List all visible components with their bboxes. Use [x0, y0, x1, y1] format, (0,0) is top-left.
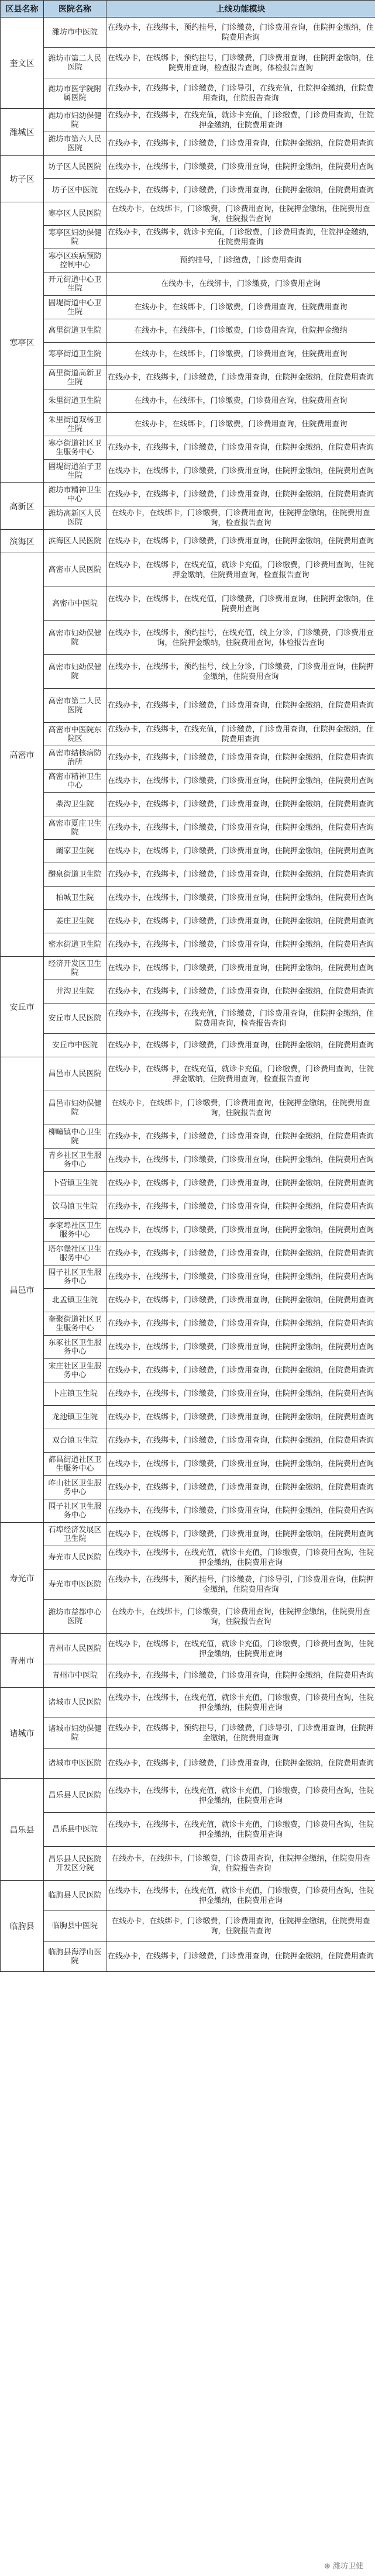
hospital-name-cell: 高密市精神卫生中心 [44, 770, 106, 793]
functions-cell: 在线办卡，在线绑卡，门诊缴费，门诊费用查询，住院押金缴纳，住院费用查询 [106, 910, 375, 933]
hospital-name-cell: 经济开发区卫生院 [44, 957, 106, 980]
functions-cell: 在线办卡，在线绑卡，门诊缴费，门诊费用查询，住院押金缴纳，住院费用查询 [106, 156, 375, 179]
functions-cell: 在线办卡，在线绑卡，在线充值，就诊卡充值，门诊缴费，门诊费用查询，住院押金缴纳，住院费用查询 [106, 1813, 375, 1847]
table-row [1, 109, 375, 132]
hospital-name-cell: 临朐县海浮山医院 [44, 1942, 106, 1972]
functions-cell: 在线办卡，在线绑卡，门诊缴费，门诊费用查询，住院押金缴纳，住院费用查询 [106, 933, 375, 957]
hospital-name-cell: 高密市中医院 [44, 587, 106, 621]
table-row [1, 840, 375, 863]
district-cell: 奎文区 [1, 18, 44, 109]
district-cell: 诸城市 [1, 1688, 44, 1779]
table-row [1, 1336, 375, 1359]
hospital-name-cell: 临朐县人民医院 [44, 1881, 106, 1911]
functions-cell: 在线办卡，在线绑卡，门诊缴费，门诊费用查询，住院押金缴纳，住院费用查询 [106, 1242, 375, 1265]
district-cell: 青州市 [1, 1634, 44, 1688]
table-row [1, 863, 375, 887]
functions-cell: 在线办卡，在线绑卡，门诊缴费，门诊导引，在线充值，住院押金缴纳，住院费用查询，住院报告查询 [106, 78, 375, 109]
functions-cell: 在线办卡，在线绑卡，门诊缴费，门诊费用查询，住院押金缴纳，住院费用查询 [106, 957, 375, 980]
table-row [1, 770, 375, 793]
table-row [1, 296, 375, 319]
functions-cell: 在线办卡，在线绑卡，门诊缴费，门诊费用查询，住院押金缴纳，住院费用查询 [106, 1429, 375, 1453]
functions-cell: 在线办卡，在线绑卡，在线充值，门诊缴费，门诊费用查询，住院押金缴纳，住院费用查询 [106, 723, 375, 746]
table-row [1, 1523, 375, 1546]
table-row [1, 1634, 375, 1664]
hospital-name-cell: 高密市第二人民医院 [44, 689, 106, 723]
table-row [1, 319, 375, 343]
table-row [1, 723, 375, 746]
functions-cell: 在线办卡，在线绑卡，门诊缴费，门诊费用查询，住院押金缴纳，住院费用查询 [106, 1125, 375, 1149]
table-row [1, 1942, 375, 1972]
functions-cell: 在线办卡，在线绑卡，门诊缴费，门诊费用查询，住院押金缴纳，住院费用查询，住院报告查询 [106, 1911, 375, 1942]
table-row [1, 78, 375, 109]
hospital-name-cell: 醴泉街道卫生院 [44, 863, 106, 887]
hospital-name-cell: 石埠经济发展区卫生院 [44, 1523, 106, 1546]
functions-cell: 在线办卡，在线绑卡，门诊缴费，门诊费用查询，住院押金缴纳，住院费用查询 [106, 1942, 375, 1972]
functions-cell: 在线办卡，在线绑卡，门诊缴费，门诊费用查询，住院押金缴纳，住院费用查询 [106, 366, 375, 389]
table-row [1, 1289, 375, 1312]
functions-cell: 在线办卡，在线绑卡，门诊缴费，门诊费用查询，住院费用查询 [106, 413, 375, 436]
hospital-name-cell: 龙池镇卫生院 [44, 1406, 106, 1429]
functions-cell: 在线办卡，在线绑卡，在线充值，就诊卡充值，门诊缴费，门诊费用查询，住院押金缴纳，住院费用查询 [106, 1881, 375, 1911]
functions-cell: 在线办卡，在线绑卡，门诊缴费，门诊费用查询，住院押金缴纳，住院费用查询，检查报告查询 [106, 506, 375, 530]
hospital-name-cell: 朱里街道双杨卫生院 [44, 413, 106, 436]
hospital-name-cell: 潍坊市中医院 [44, 18, 106, 48]
district-cell: 寿光市 [1, 1523, 44, 1634]
table-row [1, 1057, 375, 1091]
functions-cell: 在线办卡，在线绑卡，门诊缴费，门诊费用查询，住院押金缴纳，住院费用查询 [106, 530, 375, 553]
functions-cell: 在线办卡，在线绑卡，门诊缴费，门诊费用查询，住院押金缴纳，住院费用查询 [106, 436, 375, 460]
hospital-name-cell: 围子社区卫生服务中心 [44, 1499, 106, 1523]
district-cell: 安丘市 [1, 957, 44, 1057]
functions-cell: 在线办卡，在线绑卡，预约挂号，在线充值，线上分诊，门诊缴费，门诊费用查询，住院押金缴纳，住院费用查询，体检报告查询 [106, 621, 375, 655]
hospital-name-cell: 双台镇卫生院 [44, 1429, 106, 1453]
table-row [1, 1881, 375, 1911]
district-cell: 高密市 [1, 553, 44, 957]
functions-cell: 在线办卡，在线绑卡，门诊缴费，门诊费用查询，住院押金缴纳，住院费用查询 [106, 460, 375, 483]
functions-cell: 在线办卡，在线绑卡，门诊缴费，门诊费用查询，住院押金缴纳，住院费用查询 [106, 1034, 375, 1057]
functions-cell: 在线办卡，在线绑卡，门诊缴费，门诊费用查询，住院押金缴纳，住院费用查询 [106, 746, 375, 770]
table-row [1, 957, 375, 980]
table-row [1, 1195, 375, 1219]
hospital-name-cell: 青乡社区卫生服务中心 [44, 1149, 106, 1172]
hospital-name-cell: 临朐县中医院 [44, 1911, 106, 1942]
hospital-name-cell: 高密市人民医院 [44, 553, 106, 587]
table-row [1, 689, 375, 723]
functions-cell: 在线办卡，在线绑卡，门诊缴费，门诊费用查询，住院押金缴纳，住院费用查询 [106, 179, 375, 202]
functions-cell: 在线办卡，在线绑卡，在线充值，门诊缴费，门诊费用查询，住院押金缴纳，住院费用查询 [106, 587, 375, 621]
hospital-name-cell: 密水街道卫生院 [44, 933, 106, 957]
district-cell: 坊子区 [1, 156, 44, 202]
table-row [1, 1911, 375, 1942]
functions-cell: 在线办卡，在线绑卡，门诊缴费，门诊费用查询，住院押金缴纳，住院费用查询 [106, 1172, 375, 1195]
table-row [1, 18, 375, 48]
functions-cell: 在线办卡，在线绑卡，门诊缴费，门诊费用查询，住院押金缴纳，住院费用查询 [106, 1499, 375, 1523]
hospital-name-cell: 姜庄卫生院 [44, 910, 106, 933]
table-row [1, 483, 375, 506]
hospital-name-cell: 滨海区人民医院 [44, 530, 106, 553]
table-row [1, 1312, 375, 1336]
hospital-name-cell: 高密市夏庄卫生院 [44, 816, 106, 840]
hospital-name-cell: 卜庄镇卫生院 [44, 1382, 106, 1406]
hospital-name-cell: 昌乐县人民医院开发区分院 [44, 1847, 106, 1881]
functions-cell: 在线办卡，在线绑卡，门诊缴费，门诊费用查询，住院押金缴纳，住院费用查询 [106, 1359, 375, 1382]
functions-cell: 在线办卡，在线绑卡，门诊缴费，门诊费用查询，住院费用查询 [106, 343, 375, 366]
hospital-name-cell: 柳疃镇中心卫生院 [44, 1125, 106, 1149]
functions-cell: 预约挂号，门诊缴费，门诊费用查询 [106, 249, 375, 273]
table-row [1, 1570, 375, 1600]
functions-cell: 在线办卡，在线绑卡，预约挂号，门诊缴费，门诊导引，门诊费用查询，住院押金缴纳，住院费用查询 [106, 1570, 375, 1600]
hospital-name-cell: 潍坊市精神卫生中心 [44, 483, 106, 506]
table-row [1, 746, 375, 770]
table-row [1, 1429, 375, 1453]
table-row [1, 413, 375, 436]
hospital-name-cell: 阚家卫生院 [44, 840, 106, 863]
functions-cell: 在线办卡，在线绑卡，门诊缴费，门诊费用查询，住院押金缴纳，住院费用查询 [106, 793, 375, 816]
table-row [1, 933, 375, 957]
table-row [1, 179, 375, 202]
functions-cell: 在线办卡，在线绑卡，门诊缴费，门诊费用查询 [106, 273, 375, 296]
table-row [1, 1664, 375, 1688]
hospital-name-cell: 青州市中医院 [44, 1664, 106, 1688]
functions-cell: 在线办卡，在线绑卡，门诊缴费，门诊费用查询，住院押金缴纳，住院费用查询 [106, 1406, 375, 1429]
table-row [1, 249, 375, 273]
hospital-name-cell: 宋庄社区卫生服务中心 [44, 1359, 106, 1382]
hospital-name-cell: 固堤街道泊子卫生院 [44, 460, 106, 483]
hospital-name-cell: 寒亭区人民医院 [44, 202, 106, 226]
district-cell: 高新区 [1, 483, 44, 530]
table-row [1, 1172, 375, 1195]
table-row [1, 1499, 375, 1523]
table-row [1, 1091, 375, 1125]
functions-cell: 在线办卡，在线绑卡，在线充值，就诊卡充值，门诊缴费，门诊费用查询，住院押金缴纳，住院费用查询，检查报告查询 [106, 1057, 375, 1091]
table-row [1, 48, 375, 78]
functions-cell: 在线办卡，在线绑卡，在线充值，就诊卡充值，门诊缴费，门诊费用查询，住院押金缴纳，住院费用查询 [106, 1779, 375, 1813]
hospital-name-cell: 东冢社区卫生服务中心 [44, 1336, 106, 1359]
district-cell: 潍城区 [1, 109, 44, 156]
table-row [1, 436, 375, 460]
functions-cell: 在线办卡，在线绑卡，在线充值，就诊卡充值，门诊缴费，门诊费用查询，住院押金缴纳，住院费用查询，检查报告查询 [106, 553, 375, 587]
table-row [1, 1600, 375, 1634]
functions-cell: 在线办卡，在线绑卡，门诊缴费，门诊费用查询，住院押金缴纳，住院费用查询，住院报告查询 [106, 1600, 375, 1634]
functions-cell: 在线办卡，在线绑卡，门诊缴费，门诊费用查询，住院押金缴纳，住院费用查询 [106, 1219, 375, 1242]
table-row [1, 1718, 375, 1749]
hospital-name-cell: 高里街道卫生院 [44, 319, 106, 343]
functions-cell: 在线办卡，在线绑卡，门诊缴费，门诊费用查询，住院押金缴纳，住院费用查询 [106, 1289, 375, 1312]
hospital-name-cell: 饮马镇卫生院 [44, 1195, 106, 1219]
table-row [1, 1546, 375, 1570]
hospital-name-cell: 都昌街道社区卫生服务中心 [44, 1453, 106, 1476]
hospital-name-cell: 潍坊市第六人民医院 [44, 132, 106, 156]
hospital-name-cell: 卜营镇卫生院 [44, 1172, 106, 1195]
hospital-name-cell: 青州市人民医院 [44, 1634, 106, 1664]
district-cell: 昌乐县 [1, 1779, 44, 1881]
table-row [1, 553, 375, 587]
hospital-name-cell: 寿光市中医医院 [44, 1570, 106, 1600]
functions-cell: 在线办卡，在线绑卡，门诊缴费，门诊费用查询，住院押金缴纳 [106, 319, 375, 343]
functions-cell: 在线办卡，在线绑卡，门诊缴费，门诊费用查询，住院押金缴纳，住院费用查询 [106, 132, 375, 156]
table-row [1, 343, 375, 366]
functions-cell: 在线办卡，在线绑卡，门诊缴费，门诊费用查询，住院押金缴纳，住院费用查询 [106, 980, 375, 1003]
functions-cell: 在线办卡，在线绑卡，门诊缴费，门诊费用查询，住院费用查询 [106, 389, 375, 413]
functions-cell: 在线办卡，在线绑卡，在线充值，就诊卡充值，门诊缴费，门诊费用查询，住院押金缴纳，住院费用查询 [106, 1634, 375, 1664]
table-header-row [1, 1, 375, 18]
functions-cell: 在线办卡，在线绑卡，门诊缴费，门诊费用查询，住院押金缴纳，住院费用查询 [106, 689, 375, 723]
hospital-name-cell: 柏城卫生院 [44, 887, 106, 910]
functions-cell: 在线办卡，在线绑卡，预约挂号，门诊缴费，门诊费用查询，住院押金缴纳，住院费用查询 [106, 18, 375, 48]
table-row [1, 1359, 375, 1382]
hospital-name-cell: 潍坊市益都中心医院 [44, 1600, 106, 1634]
hospital-name-cell: 寒亭街道卫生院 [44, 343, 106, 366]
functions-cell: 在线办卡，在线绑卡，门诊缴费，门诊费用查询，住院押金缴纳，住院费用查询 [106, 1149, 375, 1172]
table-row [1, 1149, 375, 1172]
table-row [1, 273, 375, 296]
hospital-name-cell: 诸城市中医医院 [44, 1749, 106, 1779]
table-row [1, 816, 375, 840]
functions-cell: 在线办卡，在线绑卡，在线充值，就诊卡充值，门诊缴费，门诊费用查询，住院押金缴纳，住院费用查询 [106, 109, 375, 132]
hospital-name-cell: 潍坊市医学院附属医院 [44, 78, 106, 109]
table-row [1, 1749, 375, 1779]
functions-cell: 在线办卡，在线绑卡，门诊缴费，门诊费用查询，住院押金缴纳，住院费用查询 [106, 1749, 375, 1779]
hospital-name-cell: 开元街道中心卫生院 [44, 273, 106, 296]
table-row [1, 132, 375, 156]
table-row [1, 621, 375, 655]
table-row [1, 910, 375, 933]
functions-cell: 在线办卡，在线绑卡，门诊缴费，门诊费用查询，住院押金缴纳，住院费用查询 [106, 1453, 375, 1476]
hospital-name-cell: 北孟镇卫生院 [44, 1289, 106, 1312]
table-row [1, 1219, 375, 1242]
watermark: ⊕ 潍坊卫健 [321, 2559, 367, 2571]
functions-cell: 在线办卡，在线绑卡，门诊缴费，门诊费用查询，住院押金缴纳，住院费用查询 [106, 863, 375, 887]
functions-cell: 在线办卡，在线绑卡，在线充值，就诊卡充值，门诊缴费，门诊费用查询，住院押金缴纳，住院费用查询 [106, 1546, 375, 1570]
hospital-name-cell: 寒亭区妇幼保健院 [44, 226, 106, 249]
hospital-name-cell: 奎聚街道社区卫生服务中心 [44, 1312, 106, 1336]
table-row [1, 530, 375, 553]
hospital-name-cell: 塔尔堡社区卫生服务中心 [44, 1242, 106, 1265]
table-row [1, 1382, 375, 1406]
functions-cell: 在线办卡，在线绑卡，门诊缴费，门诊费用查询，住院押金缴纳，住院费用查询 [106, 840, 375, 863]
table-row [1, 1125, 375, 1149]
hospital-name-cell: 坊子区人民医院 [44, 156, 106, 179]
district-cell: 临朐县 [1, 1881, 44, 1972]
district-cell: 寒亭区 [1, 202, 44, 483]
hospital-name-cell: 潍坊高新区人民医院 [44, 506, 106, 530]
table-row [1, 1688, 375, 1718]
hospital-name-cell: 安丘市中医院 [44, 1034, 106, 1057]
hospital-name-cell: 寒亭区疾病预防控制中心 [44, 249, 106, 273]
header-hospital: 医院名称 [44, 1, 106, 18]
table-row [1, 980, 375, 1003]
hospital-name-cell: 高密市中医院东院区 [44, 723, 106, 746]
functions-cell: 在线办卡，在线绑卡，预约挂号，线上分诊，门诊缴费，门诊费用查询，住院押金缴纳，住院费用查询 [106, 655, 375, 689]
table-row [1, 1813, 375, 1847]
functions-cell: 在线办卡，在线绑卡，门诊缴费，门诊费用查询，住院费用查询 [106, 296, 375, 319]
table-row [1, 366, 375, 389]
table-row [1, 887, 375, 910]
functions-cell: 在线办卡，在线绑卡，门诊缴费，门诊费用查询，住院押金缴纳，住院费用查询 [106, 1664, 375, 1688]
hospital-name-cell: 诸城市妇幼保健院 [44, 1718, 106, 1749]
table-body [1, 18, 375, 1972]
table-row [1, 1406, 375, 1429]
hospital-name-cell: 潍坊市第二人民医院 [44, 48, 106, 78]
table-row [1, 655, 375, 689]
hospital-name-cell: 岞山社区卫生服务中心 [44, 1476, 106, 1499]
functions-cell: 在线办卡，在线绑卡，门诊缴费，门诊费用查询，住院押金缴纳，住院费用查询 [106, 1523, 375, 1546]
table-row [1, 1034, 375, 1057]
table-row [1, 389, 375, 413]
functions-cell: 在线办卡，在线绑卡，门诊缴费，门诊费用查询，住院押金缴纳，住院费用查询，住院报告查询 [106, 1847, 375, 1881]
hospital-name-cell: 朱里街道卫生院 [44, 389, 106, 413]
table-row [1, 1242, 375, 1265]
functions-cell: 在线办卡，在线绑卡，预约挂号，门诊缴费，门诊导引，门诊费用查询，住院押金缴纳，住院费用查询 [106, 1718, 375, 1749]
hospital-name-cell: 寒亭街道社区卫生服务中心 [44, 436, 106, 460]
hospital-name-cell: 昌邑市妇幼保健院 [44, 1091, 106, 1125]
hospital-name-cell: 坊子区中医院 [44, 179, 106, 202]
district-cell: 昌邑市 [1, 1057, 44, 1523]
hospital-name-cell: 昌乐县人民医院 [44, 1779, 106, 1813]
header-district: 区县名称 [1, 1, 44, 18]
functions-cell: 在线办卡，在线绑卡，门诊缴费，门诊费用查询，住院押金缴纳，住院费用查询 [106, 1195, 375, 1219]
hospital-name-cell: 井沟卫生院 [44, 980, 106, 1003]
functions-cell: 在线办卡，在线绑卡，门诊缴费，门诊费用查询，住院押金缴纳，住院费用查询 [106, 483, 375, 506]
table-row [1, 156, 375, 179]
table-row [1, 1265, 375, 1289]
hospital-name-cell: 固堤街道中心卫生院 [44, 296, 106, 319]
functions-cell: 在线办卡，在线绑卡，门诊缴费，门诊费用查询，住院押金缴纳，住院费用查询 [106, 1312, 375, 1336]
hospital-name-cell: 高密市妇幼保健院 [44, 655, 106, 689]
functions-cell: 在线办卡，在线绑卡，门诊缴费，门诊费用查询，住院押金缴纳，住院费用查询，住院报告查询 [106, 1091, 375, 1125]
hospital-name-cell: 李家埠社区卫生服务中心 [44, 1219, 106, 1242]
hospital-name-cell: 安丘市人民医院 [44, 1003, 106, 1034]
header-functions: 上线功能模块 [106, 1, 375, 18]
hospital-name-cell: 寿光市人民医院 [44, 1546, 106, 1570]
functions-cell: 在线办卡，在线绑卡，门诊缴费，门诊费用查询，住院押金缴纳，住院费用查询 [106, 770, 375, 793]
table-row [1, 506, 375, 530]
hospital-name-cell: 昌乐县中医院 [44, 1813, 106, 1847]
hospital-name-cell: 高里街道高新卫生院 [44, 366, 106, 389]
table-row [1, 202, 375, 226]
functions-cell: 在线办卡，在线绑卡，门诊缴费，门诊费用查询，住院押金缴纳，住院费用查询 [106, 1265, 375, 1289]
functions-cell: 在线办卡，在线绑卡，门诊缴费，门诊费用查询，住院押金缴纳，住院费用查询 [106, 816, 375, 840]
functions-cell: 在线办卡，在线绑卡，就诊卡充值，门诊缴费，门诊费用查询，住院押金缴纳，住院费用查询 [106, 226, 375, 249]
table-row [1, 226, 375, 249]
functions-cell: 在线办卡，在线绑卡，门诊缴费，门诊费用查询，住院押金缴纳，住院费用查询 [106, 1476, 375, 1499]
table-row [1, 793, 375, 816]
table-row [1, 1779, 375, 1813]
functions-cell: 在线办卡，在线绑卡，预约挂号，门诊缴费，门诊费用查询，住院押金缴纳，住院费用查询，检查报告查询，体检报告查询 [106, 48, 375, 78]
hospital-name-cell: 高密市妇幼保健院 [44, 621, 106, 655]
hospital-name-cell: 高密市结核病防治所 [44, 746, 106, 770]
table-row [1, 587, 375, 621]
functions-cell: 在线办卡，在线绑卡，门诊缴费，门诊费用查询，住院押金缴纳，住院费用查询 [106, 1336, 375, 1359]
hospital-name-cell: 诸城市人民医院 [44, 1688, 106, 1718]
table-row [1, 1003, 375, 1034]
district-cell: 滨海区 [1, 530, 44, 553]
table-row [1, 460, 375, 483]
functions-cell: 在线办卡，在线绑卡，门诊缴费，门诊费用查询，住院押金缴纳，住院费用查询，住院报告查询 [106, 202, 375, 226]
functions-cell: 在线办卡，在线绑卡，在线充值，门诊缴费，门诊费用查询，住院押金缴纳，住院费用查询，检查报告查询 [106, 1003, 375, 1034]
hospital-name-cell: 昌邑市人民医院 [44, 1057, 106, 1091]
hospital-name-cell: 围子社区卫生服务中心 [44, 1265, 106, 1289]
functions-cell: 在线办卡，在线绑卡，门诊缴费，门诊费用查询，住院押金缴纳，住院费用查询 [106, 1382, 375, 1406]
hospital-name-cell: 潍坊市妇幼保健院 [44, 109, 106, 132]
table-row [1, 1847, 375, 1881]
table-row [1, 1453, 375, 1476]
table-row [1, 1476, 375, 1499]
functions-cell: 在线办卡，在线绑卡，门诊缴费，门诊费用查询，住院押金缴纳，住院费用查询 [106, 887, 375, 910]
hospital-name-cell: 柴沟卫生院 [44, 793, 106, 816]
functions-cell: 在线办卡，在线绑卡，在线充值，就诊卡充值，门诊缴费，门诊费用查询，住院押金缴纳，住院费用查询 [106, 1688, 375, 1718]
